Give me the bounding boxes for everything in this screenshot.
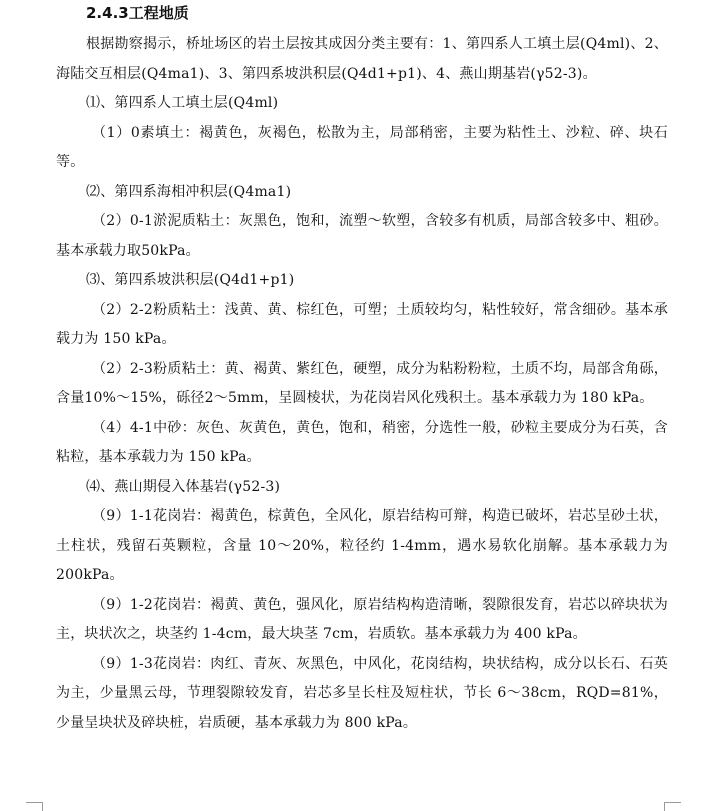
layer1-item-plain-fill: （1）0素填土：褐黄色，灰褐色，松散为主，局部稍密，主要为粘性土、沙粒、碎、块石等。 — [56, 124, 668, 170]
layer4-item-granite-1-2: （9）1-2花岗岩：褐黄、黄色，强风化，原岩结构构造清晰，裂隙很发育，岩芯以碎块状为主，块状次之，块茎约 1-4cm，最大块茎 7cm，岩质软。基本承载力为 400 kPa。 — [56, 596, 668, 642]
page-corner-mark-right — [664, 802, 681, 811]
section-heading: 2.4.3工程地质 — [86, 4, 189, 22]
layer4-title: ⑷、燕山期侵入体基岩(γ52-3) — [86, 478, 281, 495]
page-corner-mark-left — [26, 802, 43, 811]
intro-paragraph: 根据勘察揭示，桥址场区的岩土层按其成因分类主要有：1、第四系人工填土层(Q4ml)、2、海陆交互相层(Q4ma1)、3、第四系坡洪积层(Q4d1+p1)、4、燕山期基岩(γ52-3)。 — [56, 36, 668, 82]
layer2-title: ⑵、第四系海相冲积层(Q4ma1) — [86, 183, 292, 200]
layer2-item-mucky-clay: （2）0-1淤泥质粘土：灰黑色，饱和，流塑～软塑，含较多有机质，局部含较多中、粗砂。基本承载力取50kPa。 — [56, 213, 668, 259]
layer3-title: ⑶、第四系坡洪积层(Q4d1+p1) — [86, 272, 295, 288]
document-body — [56, 30, 668, 738]
layer4-item-granite-1-3: （9）1-3花岗岩：肉红、青灰、灰黑色，中风化，花岗结构，块状结构，成分以长石、石英为主，少量黑云母，节理裂隙较发育，岩芯多呈长柱及短柱状，节长 6～38cm，RQD=81%，少量呈块状及碎块桩，岩质硬，基本承载力为 800 kPa。 — [56, 655, 668, 731]
layer3-item-silty-clay-2-3: （2）2-3粉质粘土：黄、褐黄、紫红色，硬塑，成分为粘粉粉粒，土质不均，局部含角砾，含量10%～15%，砾径2～5mm，呈圆棱状，为花岗岩风化残积土。基本承载力为 180 kPa。 — [56, 360, 668, 406]
layer3-item-medium-sand: （4）4-1中砂：灰色、灰黄色，黄色，饱和，稍密，分选性一般，砂粒主要成分为石英，含粘粒，基本承载力为 150 kPa。 — [56, 419, 668, 465]
layer1-title: ⑴、第四系人工填土层(Q4ml) — [86, 95, 279, 111]
layer3-item-silty-clay-2-2: （2）2-2粉质粘土：浅黄、黄、棕红色，可塑；土质较均匀，粘性较好，常含细砂。基本承载力为 150 kPa。 — [56, 301, 668, 347]
layer4-item-granite-1-1: （9）1-1花岗岩：褐黄色，棕黄色，全风化，原岩结构可辩，构造已破坏，岩芯呈砂土状，土柱状，残留石英颗粒，含量 10～20%，粒径约 1-4mm，遇水易软化崩解。基本承载力为200kPa。 — [56, 508, 668, 583]
